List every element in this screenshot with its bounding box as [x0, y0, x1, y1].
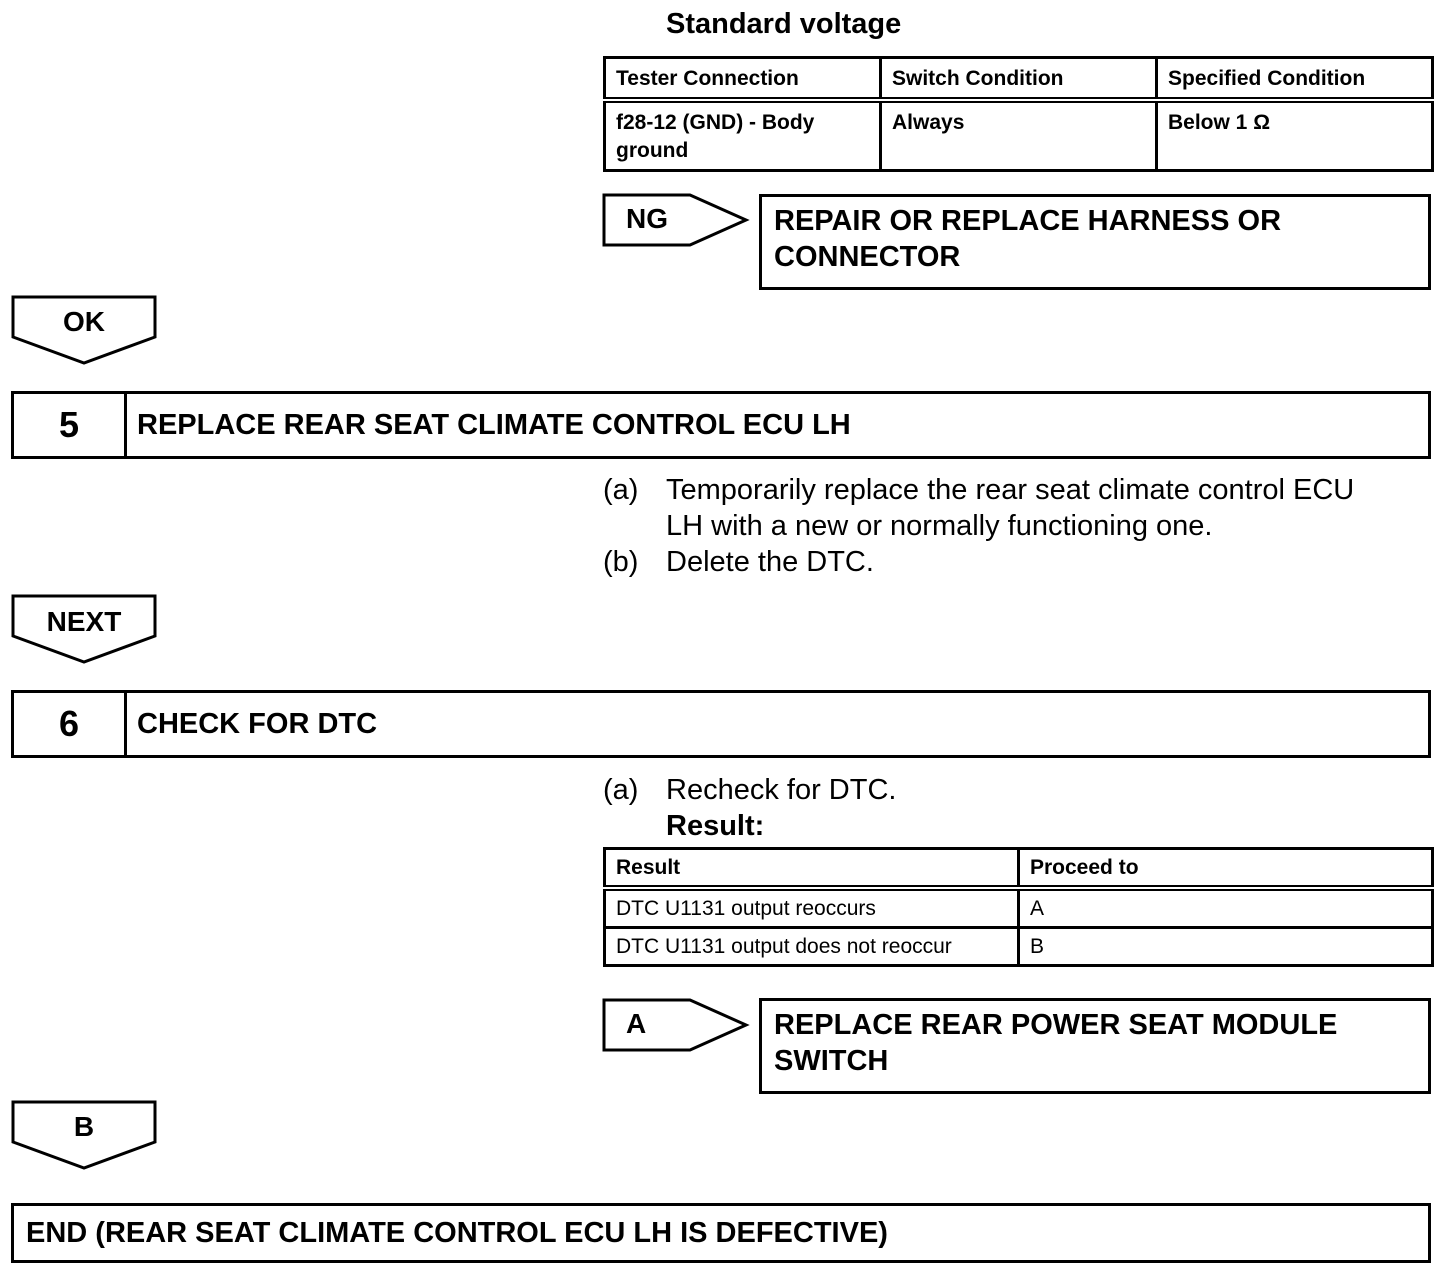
proceed-cell: B — [1019, 928, 1433, 966]
item-a-line-2: LH with a new or normally functioning one. — [666, 510, 1213, 542]
end-box: END (REAR SEAT CLIMATE CONTROL ECU LH IS DEFECTIVE) — [11, 1203, 1431, 1263]
standard-voltage-heading: Standard voltage — [666, 8, 902, 40]
step-5-number: 5 — [14, 394, 127, 456]
a-flag-label: A — [626, 1008, 647, 1039]
ng-action-line-1: REPAIR OR REPLACE HARNESS OR — [774, 205, 1282, 237]
item-a-marker: (a) — [603, 474, 639, 506]
ng-action-line-2: CONNECTOR — [774, 241, 961, 273]
cell-switch-condition: Always — [881, 100, 1157, 171]
header-proceed-to: Proceed to — [1019, 849, 1433, 889]
step-5-title: REPLACE REAR SEAT CLIMATE CONTROL ECU LH — [137, 408, 851, 441]
connection-line-1: f28-12 (GND) - Body — [616, 111, 815, 134]
cell-specified-condition: Below 1 Ω — [1157, 100, 1433, 171]
connection-line-2: ground — [616, 139, 689, 162]
ng-action-box — [759, 194, 1431, 290]
recheck-text: Recheck for DTC. — [666, 774, 897, 806]
next-arrow-label: NEXT — [46, 606, 122, 637]
b-arrow-label: B — [73, 1111, 95, 1142]
a-action-line-1: REPLACE REAR POWER SEAT MODULE — [774, 1009, 1338, 1041]
step-5-instructions — [603, 472, 1431, 582]
ok-arrow-label: OK — [63, 306, 105, 337]
step-6-number: 6 — [14, 693, 127, 755]
result-heading: Result: — [666, 810, 765, 842]
ng-flag-label: NG — [626, 203, 668, 234]
result-header-row — [605, 849, 1433, 889]
item-b-text: Delete the DTC. — [666, 546, 874, 578]
step-5-bar — [11, 391, 1431, 459]
step-6-bar — [11, 690, 1431, 758]
table-row — [605, 888, 1433, 928]
result-cell: DTC U1131 output does not reoccur — [605, 928, 1019, 966]
result-cell: DTC U1131 output reoccurs — [605, 888, 1019, 928]
header-tester-connection: Tester Connection — [605, 58, 881, 101]
item-a-line-1: Temporarily replace the rear seat climate control ECU — [666, 474, 1355, 506]
header-result: Result — [605, 849, 1019, 889]
step-6-title: CHECK FOR DTC — [137, 707, 378, 740]
header-switch-condition: Switch Condition — [881, 58, 1157, 101]
proceed-cell: A — [1019, 888, 1433, 928]
a-action-line-2: SWITCH — [774, 1045, 889, 1077]
item-b-marker: (b) — [603, 546, 639, 578]
table-row — [605, 928, 1433, 966]
header-specified-condition: Specified Condition — [1157, 58, 1433, 101]
recheck-marker: (a) — [603, 774, 639, 806]
step-6-instructions — [603, 772, 1431, 844]
a-action-box — [759, 998, 1431, 1094]
result-table — [603, 847, 1434, 967]
